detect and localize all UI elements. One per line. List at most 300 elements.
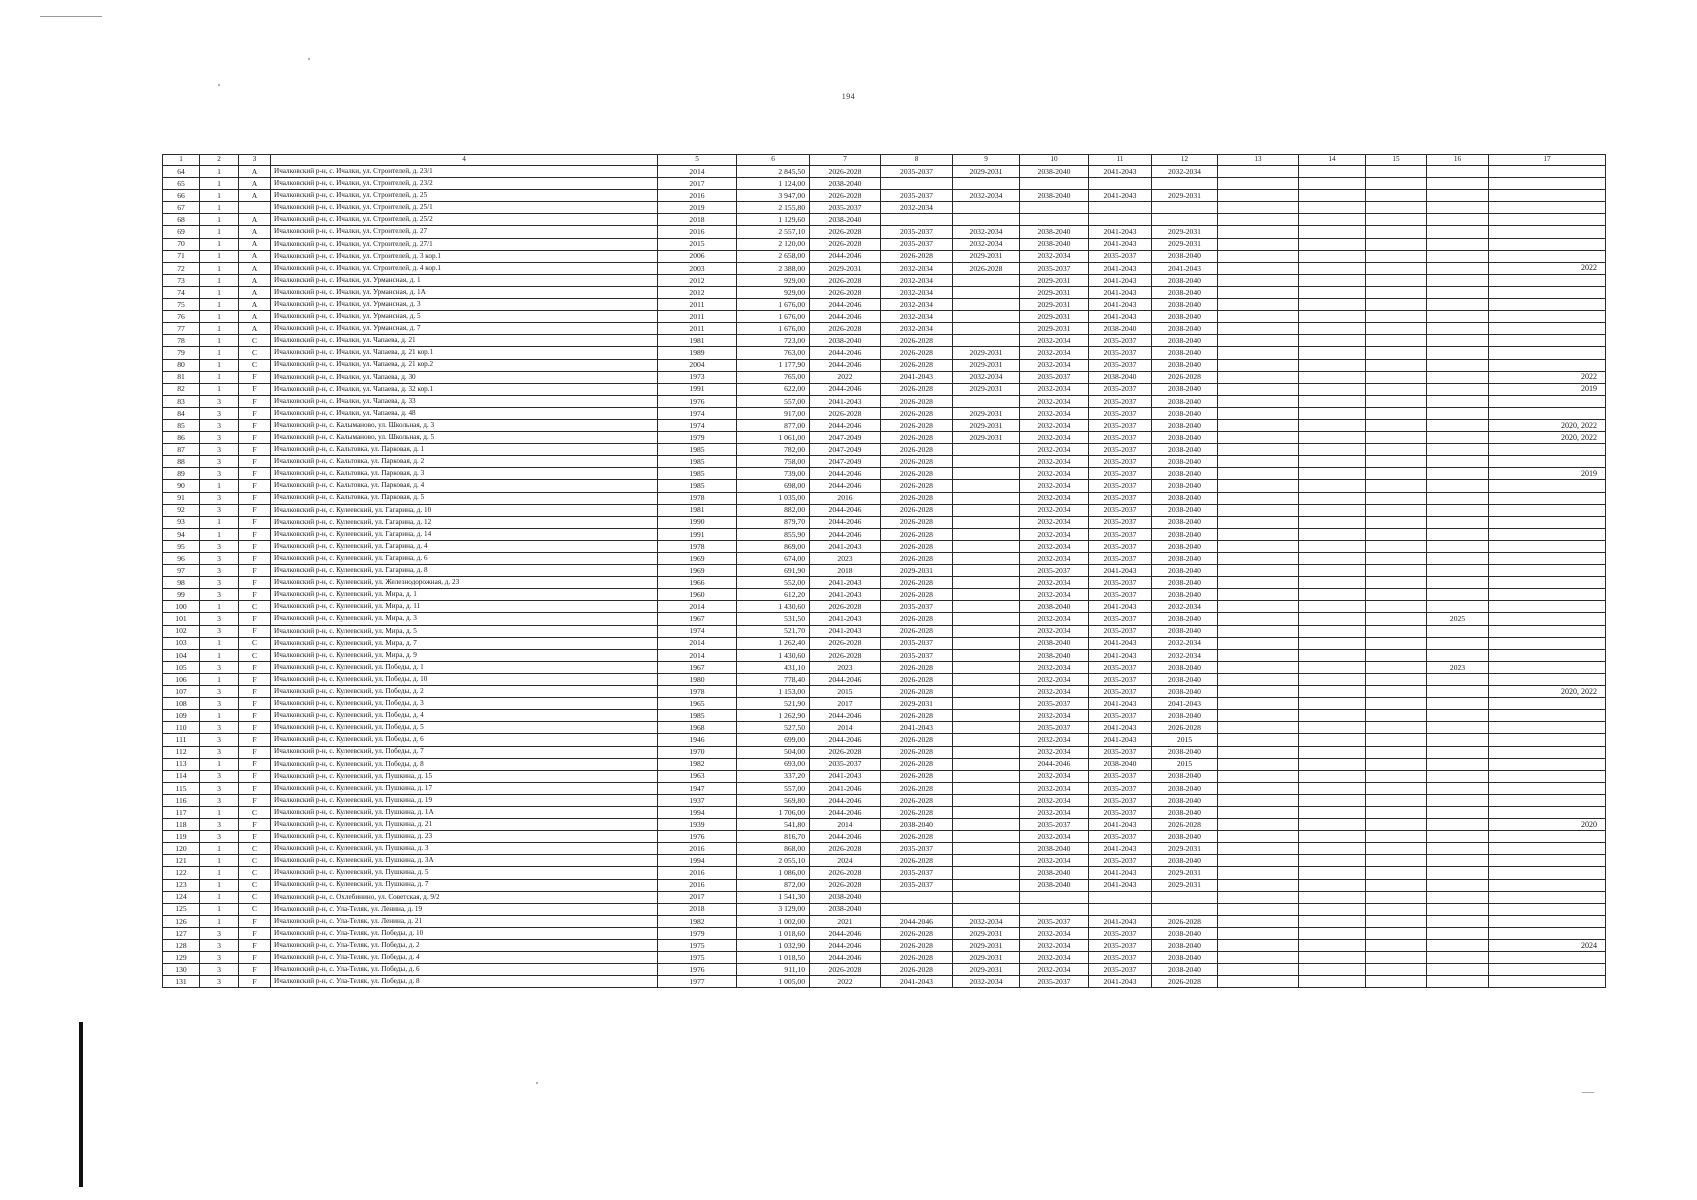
table-cell: 2044-2046 [810, 516, 881, 528]
table-cell: 95 [163, 540, 200, 552]
table-cell [1299, 782, 1366, 794]
table-cell: 3 [200, 976, 239, 988]
table-cell [1427, 468, 1489, 480]
table-cell: Ичалковский р-н, с. Кальтовка, ул. Парковая, д. 4 [271, 480, 658, 492]
table-cell: 1985 [658, 456, 737, 468]
table-cell [1427, 831, 1489, 843]
table-cell [881, 891, 953, 903]
table-cell: 2044-2046 [810, 794, 881, 806]
scan-speck [218, 84, 220, 86]
table-cell: 2038-2040 [810, 335, 881, 347]
table-cell [1299, 976, 1366, 988]
table-cell: 2026-2028 [810, 964, 881, 976]
table-cell [1489, 250, 1606, 262]
table-cell [953, 492, 1020, 504]
table-cell: F [239, 831, 271, 843]
table-cell [1489, 335, 1606, 347]
table-cell: 698,00 [737, 480, 810, 492]
table-cell: 2038-2040 [1152, 311, 1218, 323]
table-cell: 98 [163, 577, 200, 589]
column-header-cell: 13 [1218, 155, 1299, 166]
table-cell: Ичалковский р-н, с. Ичалки, ул. Урмансная, д. 3 [271, 299, 658, 311]
table-cell: 3 [200, 819, 239, 831]
table-cell [1299, 407, 1366, 419]
table-cell [1299, 166, 1366, 178]
table-cell: 2032-2034 [1020, 952, 1089, 964]
table-cell: Ичалковский р-н, с. Кулеевский, ул. Гагарина, д. 4 [271, 540, 658, 552]
table-cell: 2044-2046 [810, 250, 881, 262]
table-cell: 1982 [658, 758, 737, 770]
table-cell [1366, 299, 1427, 311]
table-cell: 2029-2031 [953, 952, 1020, 964]
table-cell [1427, 637, 1489, 649]
table-cell [1489, 323, 1606, 335]
column-header-cell: 6 [737, 155, 810, 166]
table-cell: 2026-2028 [881, 952, 953, 964]
table-cell: 1978 [658, 686, 737, 698]
table-cell: 1 [200, 202, 239, 214]
table-cell: 1946 [658, 734, 737, 746]
table-cell: 2032-2034 [1020, 395, 1089, 407]
table-cell [1218, 540, 1299, 552]
table-cell [1218, 770, 1299, 782]
table-cell [1299, 686, 1366, 698]
table-cell: 1994 [658, 855, 737, 867]
table-cell [1489, 202, 1606, 214]
table-cell: 2 155,80 [737, 202, 810, 214]
table-cell: 763,00 [737, 347, 810, 359]
table-cell [1427, 673, 1489, 685]
table-cell [1218, 686, 1299, 698]
table-cell: 3 [200, 698, 239, 710]
table-cell [1489, 456, 1606, 468]
table-cell: 2041-2043 [881, 371, 953, 383]
table-cell: 1985 [658, 444, 737, 456]
table-cell [1427, 794, 1489, 806]
table-cell: 2035-2037 [1089, 347, 1152, 359]
table-cell: F [239, 964, 271, 976]
table-cell: 2035-2037 [1089, 625, 1152, 637]
table-cell: 1 [200, 178, 239, 190]
table-cell: Ичалковский р-н, с. Ичалки, ул. Строителей, д. 23/2 [271, 178, 658, 190]
table-cell: 2038-2040 [1152, 746, 1218, 758]
table-cell: 1 [200, 637, 239, 649]
table-cell [1299, 710, 1366, 722]
table-cell: 3 [200, 540, 239, 552]
table-cell: 2026-2028 [881, 613, 953, 625]
table-cell: 1 [200, 226, 239, 238]
table-cell: Ичалковский р-н, с. Ичалки, ул. Чапаева, д. 48 [271, 407, 658, 419]
table-cell: 72 [163, 262, 200, 274]
table-cell [1218, 347, 1299, 359]
table-cell [1218, 746, 1299, 758]
table-cell: 79 [163, 347, 200, 359]
table-cell: 1960 [658, 589, 737, 601]
table-cell: F [239, 940, 271, 952]
table-cell: 2022 [1489, 371, 1606, 383]
table-body [163, 155, 1606, 988]
table-cell: 2041-2043 [1089, 722, 1152, 734]
table-cell: 2041-2043 [810, 589, 881, 601]
table-cell: 2038-2040 [1020, 238, 1089, 250]
table-cell [1366, 250, 1427, 262]
table-cell: Ичалковский р-н, с. Кулеевский, ул. Победы, д. 4 [271, 710, 658, 722]
table-cell [1489, 577, 1606, 589]
table-cell: 2038-2040 [1089, 371, 1152, 383]
table-cell [1218, 468, 1299, 480]
table-cell [1299, 274, 1366, 286]
table-cell: 1 002,00 [737, 915, 810, 927]
table-row [163, 891, 1606, 903]
table-cell [1152, 178, 1218, 190]
table-cell [1427, 867, 1489, 879]
table-cell [1366, 722, 1427, 734]
table-cell: 2017 [658, 891, 737, 903]
table-cell: Ичалковский р-н, с. Ичалки, ул. Урмансная, д. 7 [271, 323, 658, 335]
table-cell: Ичалковский р-н, с. Кулеевский, ул. Гагарина, д. 12 [271, 516, 658, 528]
table-cell: 2038-2040 [1152, 927, 1218, 939]
table-cell: 2035-2037 [881, 166, 953, 178]
table-cell [1299, 698, 1366, 710]
table-cell: 2035-2037 [1089, 952, 1152, 964]
table-cell: 2038-2040 [1152, 419, 1218, 431]
table-cell: Ичалковский р-н, с. Кулеевский, ул. Пушкина, д. 23 [271, 831, 658, 843]
table-cell: 2041-2043 [1089, 867, 1152, 879]
table-cell [1427, 746, 1489, 758]
table-cell [1366, 540, 1427, 552]
table-cell [1366, 964, 1427, 976]
table-cell [1218, 915, 1299, 927]
table-cell: 1 032,90 [737, 940, 810, 952]
table-cell: 3 [200, 553, 239, 565]
table-cell: F [239, 395, 271, 407]
table-cell: Ичалковский р-н, с. Кулеевский, ул. Пушкина, д. 21 [271, 819, 658, 831]
column-header-cell: 4 [271, 155, 658, 166]
table-cell: 2032-2034 [1020, 589, 1089, 601]
table-cell: 2038-2040 [1152, 335, 1218, 347]
table-cell: 2029-2031 [1152, 879, 1218, 891]
table-cell: 2035-2037 [1089, 710, 1152, 722]
table-row [163, 516, 1606, 528]
table-cell: 2026-2028 [881, 456, 953, 468]
table-row [163, 673, 1606, 685]
table-cell: 2032-2034 [1020, 359, 1089, 371]
table-cell: Ичалковский р-н, с. Ичалки, ул. Урмансная, д. 5 [271, 311, 658, 323]
table-cell: 2032-2034 [1020, 492, 1089, 504]
table-cell: 2012 [658, 274, 737, 286]
table-cell: 103 [163, 637, 200, 649]
table-cell: 2026-2028 [881, 492, 953, 504]
table-cell: Ичалковский р-н, с. Ичалки, ул. Строителей, д. 25/1 [271, 202, 658, 214]
table-cell: 2032-2034 [1020, 770, 1089, 782]
table-cell [1489, 746, 1606, 758]
table-cell [1299, 383, 1366, 395]
table-cell [1218, 734, 1299, 746]
table-cell: 81 [163, 371, 200, 383]
table-cell: Ичалковский р-н, с. Ичалки, ул. Строителей, д. 27 [271, 226, 658, 238]
table-cell: 3 [200, 770, 239, 782]
table-cell [1427, 553, 1489, 565]
table-cell [1366, 528, 1427, 540]
table-cell: 1990 [658, 516, 737, 528]
table-cell: 2026-2028 [881, 831, 953, 843]
column-header-cell: 17 [1489, 155, 1606, 166]
table-cell: 2020, 2022 [1489, 432, 1606, 444]
table-cell: 2041-2043 [1089, 819, 1152, 831]
table-cell: Ичалковский р-н, с. Ула-Теляк, ул. Победы, д. 10 [271, 927, 658, 939]
table-cell: 2035-2037 [1089, 661, 1152, 673]
table-cell: 66 [163, 190, 200, 202]
table-cell: 1 [200, 855, 239, 867]
table-cell [1427, 250, 1489, 262]
table-cell: 2035-2037 [881, 238, 953, 250]
table-cell [1020, 202, 1089, 214]
table-cell: 3 [200, 395, 239, 407]
table-cell [1366, 444, 1427, 456]
table-cell [1299, 299, 1366, 311]
table-cell [1218, 637, 1299, 649]
table-cell: C [239, 867, 271, 879]
table-cell [1218, 673, 1299, 685]
table-row [163, 940, 1606, 952]
table-cell: 2038-2040 [1152, 432, 1218, 444]
table-cell: 2035-2037 [1089, 480, 1152, 492]
table-cell [953, 299, 1020, 311]
table-cell: A [239, 299, 271, 311]
table-cell: 1 [200, 915, 239, 927]
table-cell [1366, 915, 1427, 927]
table-cell: 782,00 [737, 444, 810, 456]
table-cell [1299, 589, 1366, 601]
table-cell [1299, 613, 1366, 625]
table-cell: A [239, 178, 271, 190]
table-row [163, 395, 1606, 407]
table-cell [1299, 625, 1366, 637]
table-cell [1152, 891, 1218, 903]
table-cell: A [239, 250, 271, 262]
table-cell: Ичалковский р-н, с. Ула-Теляк, ул. Ленина, д. 21 [271, 915, 658, 927]
column-header-cell: 9 [953, 155, 1020, 166]
table-cell: C [239, 601, 271, 613]
table-cell [1427, 432, 1489, 444]
table-cell: 1967 [658, 661, 737, 673]
table-cell [953, 770, 1020, 782]
table-cell: C [239, 637, 271, 649]
table-cell: 2038-2040 [1152, 492, 1218, 504]
table-cell: C [239, 903, 271, 915]
table-cell: 1965 [658, 698, 737, 710]
table-row [163, 214, 1606, 226]
table-cell [1299, 262, 1366, 274]
table-cell [1299, 214, 1366, 226]
table-cell: F [239, 407, 271, 419]
table-cell [1427, 383, 1489, 395]
table-cell: 2035-2037 [881, 226, 953, 238]
table-cell: 123 [163, 879, 200, 891]
table-cell: 2029-2031 [953, 347, 1020, 359]
table-cell [1489, 528, 1606, 540]
table-cell: 2032-2034 [1020, 347, 1089, 359]
table-cell: F [239, 794, 271, 806]
table-cell [953, 553, 1020, 565]
table-cell [1427, 806, 1489, 818]
table-cell: 2032-2034 [1020, 456, 1089, 468]
table-cell: 869,00 [737, 540, 810, 552]
table-cell [1299, 770, 1366, 782]
table-cell: Ичалковский р-н, с. Кулеевский, ул. Мира, д. 9 [271, 649, 658, 661]
table-cell: 2026-2028 [881, 686, 953, 698]
table-cell: Ичалковский р-н, с. Ичалки, ул. Строителей, д. 3 кор.1 [271, 250, 658, 262]
table-cell: 2019 [1489, 468, 1606, 480]
table-cell: 2038-2040 [1152, 686, 1218, 698]
table-cell: 1939 [658, 819, 737, 831]
table-cell: 2032-2034 [1020, 831, 1089, 843]
table-cell: 91 [163, 492, 200, 504]
table-cell [1366, 806, 1427, 818]
table-cell: 1 [200, 166, 239, 178]
table-cell: 879,70 [737, 516, 810, 528]
table-cell: 1 262,40 [737, 637, 810, 649]
table-cell [1489, 540, 1606, 552]
table-cell: 115 [163, 782, 200, 794]
table-cell [1218, 238, 1299, 250]
table-cell: 116 [163, 794, 200, 806]
table-cell: 2029-2031 [1020, 323, 1089, 335]
table-cell: 2035-2037 [1020, 262, 1089, 274]
table-row [163, 710, 1606, 722]
table-cell: 96 [163, 553, 200, 565]
table-cell [953, 686, 1020, 698]
table-cell [1366, 202, 1427, 214]
table-cell [953, 698, 1020, 710]
table-cell: 2011 [658, 311, 737, 323]
table-cell [1299, 649, 1366, 661]
table-cell [1427, 891, 1489, 903]
table-cell: 541,80 [737, 819, 810, 831]
table-cell [1489, 903, 1606, 915]
table-cell: 2035-2037 [881, 867, 953, 879]
table-cell: 2035-2037 [1089, 686, 1152, 698]
table-cell: 2 845,50 [737, 166, 810, 178]
table-cell: Ичалковский р-н, с. Кулеевский, ул. Победы, д. 2 [271, 686, 658, 698]
table-cell: 2044-2046 [810, 673, 881, 685]
table-cell: 67 [163, 202, 200, 214]
table-cell: 2038-2040 [1152, 964, 1218, 976]
table-cell: 557,00 [737, 395, 810, 407]
table-cell: 3 [200, 444, 239, 456]
table-cell [1020, 178, 1089, 190]
table-cell: 2 055,10 [737, 855, 810, 867]
table-cell [1427, 323, 1489, 335]
table-cell: 1 262,90 [737, 710, 810, 722]
table-cell [1218, 166, 1299, 178]
table-cell: 1 [200, 274, 239, 286]
table-cell [1489, 299, 1606, 311]
table-cell: 693,00 [737, 758, 810, 770]
table-cell: 2032-2034 [1020, 444, 1089, 456]
table-cell: 2035-2037 [810, 758, 881, 770]
table-cell [1489, 927, 1606, 939]
table-cell: 2026-2028 [881, 734, 953, 746]
table-cell: Ичалковский р-н, с. Кулеевский, ул. Победы, д. 5 [271, 722, 658, 734]
table-cell: 2026-2028 [881, 589, 953, 601]
table-row [163, 589, 1606, 601]
table-row [163, 649, 1606, 661]
table-cell [1218, 202, 1299, 214]
table-cell: 2044-2046 [810, 468, 881, 480]
table-cell [1427, 770, 1489, 782]
table-cell: 2032-2034 [1020, 806, 1089, 818]
table-row [163, 553, 1606, 565]
table-cell [1299, 806, 1366, 818]
table-cell [1299, 335, 1366, 347]
table-cell: 2026-2028 [881, 504, 953, 516]
table-row [163, 613, 1606, 625]
table-cell: 1 153,00 [737, 686, 810, 698]
table-cell: 2038-2040 [1152, 673, 1218, 685]
table-cell: 1978 [658, 492, 737, 504]
table-cell [953, 831, 1020, 843]
table-row [163, 819, 1606, 831]
table-cell: 87 [163, 444, 200, 456]
table-cell: 2035-2037 [1089, 359, 1152, 371]
table-cell: 2032-2034 [1020, 468, 1089, 480]
table-cell: 1974 [658, 419, 737, 431]
table-cell [1366, 480, 1427, 492]
table-cell: 2041-2043 [1089, 698, 1152, 710]
column-header-cell: 14 [1299, 155, 1366, 166]
table-cell: 2041-2043 [1089, 976, 1152, 988]
table-cell [1427, 444, 1489, 456]
table-cell: 2041-2043 [810, 395, 881, 407]
table-cell [1299, 456, 1366, 468]
table-cell [953, 867, 1020, 879]
table-cell [1299, 359, 1366, 371]
table-cell: 2 557,10 [737, 226, 810, 238]
table-cell: 69 [163, 226, 200, 238]
table-cell [1489, 311, 1606, 323]
table-cell [1299, 661, 1366, 673]
table-cell: 778,40 [737, 673, 810, 685]
table-cell [1299, 915, 1366, 927]
table-row [163, 226, 1606, 238]
table-cell [953, 274, 1020, 286]
table-cell: 2035-2037 [881, 879, 953, 891]
table-cell: 64 [163, 166, 200, 178]
table-row [163, 347, 1606, 359]
table-cell: 2047-2049 [810, 444, 881, 456]
table-cell: 1 [200, 262, 239, 274]
table-cell [1427, 964, 1489, 976]
table-cell: 2035-2037 [1089, 806, 1152, 818]
table-cell [1366, 553, 1427, 565]
table-cell [953, 613, 1020, 625]
table-cell: 2038-2040 [1152, 444, 1218, 456]
table-cell [1366, 855, 1427, 867]
table-cell [1299, 323, 1366, 335]
table-cell: 2029-2031 [953, 927, 1020, 939]
table-cell [1489, 649, 1606, 661]
table-cell: F [239, 710, 271, 722]
table-cell: 65 [163, 178, 200, 190]
table-cell: 2038-2040 [1152, 794, 1218, 806]
page-number: 194 [841, 92, 856, 101]
table-cell: 2044-2046 [810, 927, 881, 939]
table-cell: 1 [200, 879, 239, 891]
table-cell [1427, 686, 1489, 698]
table-cell: 1982 [658, 915, 737, 927]
table-row [163, 964, 1606, 976]
